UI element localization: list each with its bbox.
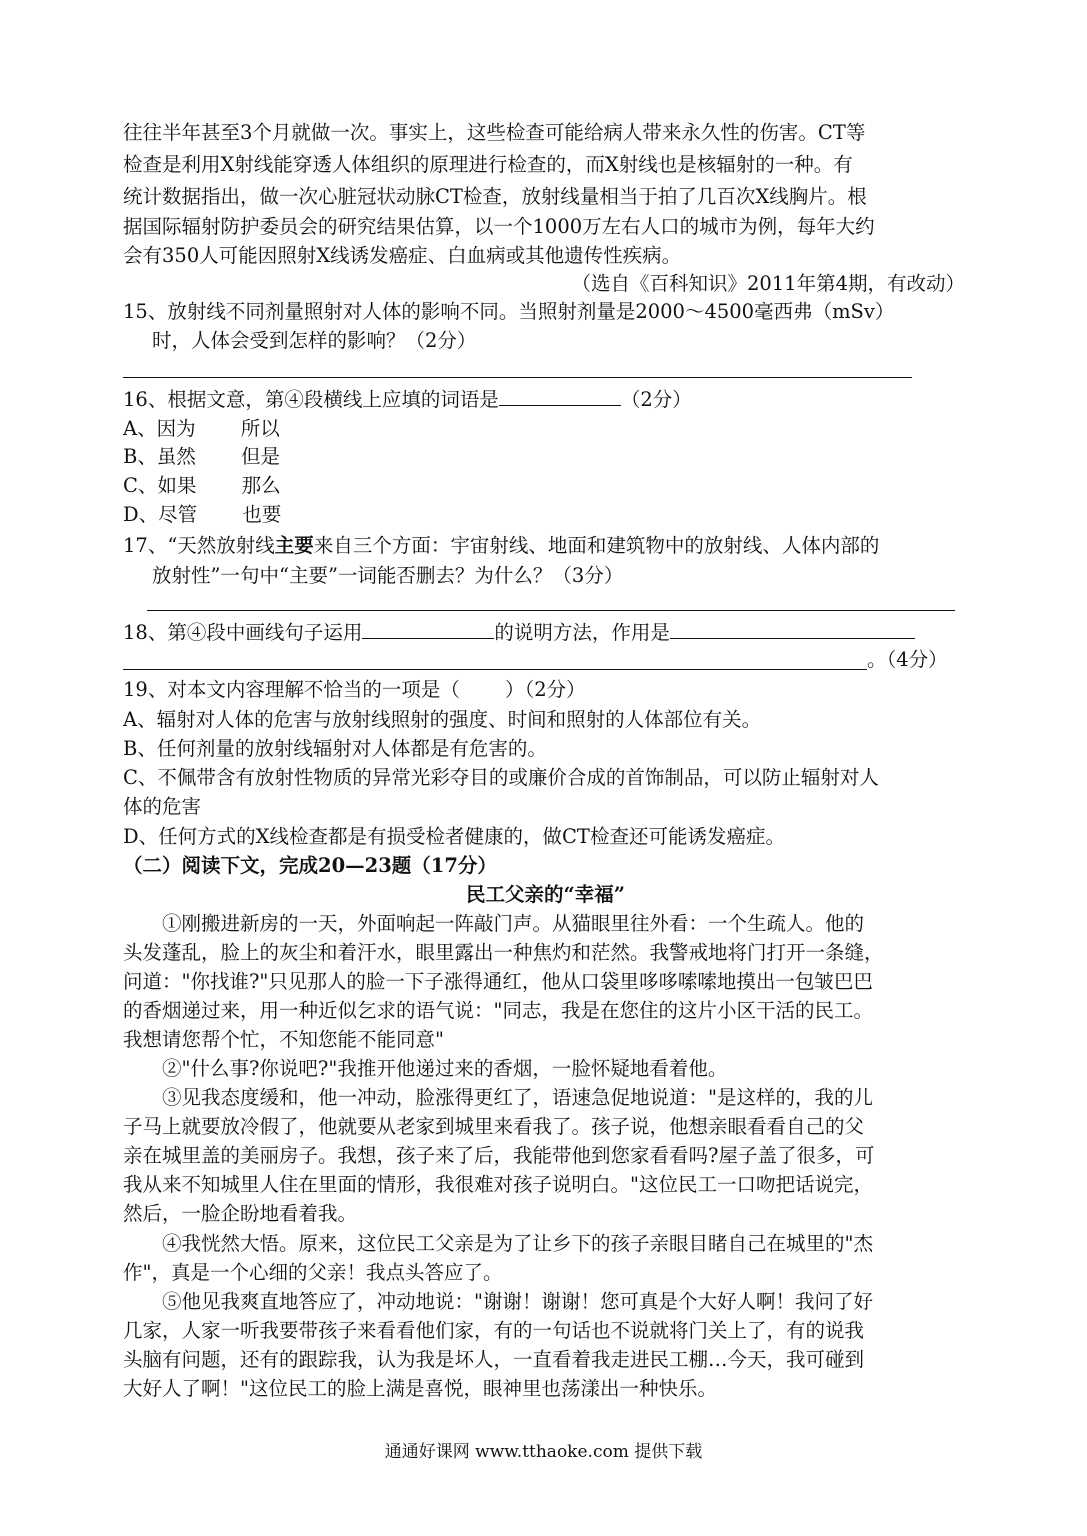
- intro-line: 据国际辐射防护委员会的研究结果估算，以一个1000万左右人口的城市为例，每年大约: [123, 215, 875, 238]
- intro-line: 会有350人可能因照射X线诱发癌症、白血病或其他遗传性疾病。: [123, 244, 682, 267]
- question-16-score: （2分）: [620, 388, 692, 411]
- answer-blank[interactable]: [670, 617, 915, 639]
- answer-line[interactable]: [123, 669, 867, 670]
- option-c: C、不佩带含有放射性物质的异常光彩夺目的或廉价合成的首饰制品，可以防止辐射对人: [123, 766, 879, 789]
- section-heading: （二）阅读下文，完成20—23题（17分）: [123, 854, 497, 877]
- paragraph-line: 几家，人家一听我要带孩子来看看他们家，有的一句话也不说就将门关上了，有的说我: [123, 1319, 865, 1342]
- question-17-pre: 17、“天然放射线: [123, 534, 275, 557]
- emphasis-word: 主要: [274, 534, 314, 557]
- paragraph-line: ①刚搬进新房的一天，外面响起一阵敲门声。从猫眼里往外看：一个生疏人。他的: [162, 912, 865, 935]
- option-d: D、尽管 也要: [123, 503, 282, 526]
- question-16-text: 16、根据文意，第④段横线上应填的词语是: [123, 388, 499, 411]
- paragraph-line: 作"，真是一个心细的父亲！我点头答应了。: [123, 1261, 503, 1284]
- intro-line: 往往半年甚至3个月就做一次。事实上，这些检查可能给病人带来永久性的伤害。CT等: [123, 121, 866, 144]
- source-citation: （选自《百科知识》2011年第4期，有改动）: [571, 272, 965, 295]
- option-b: B、任何剂量的放射线辐射对人体都是有危害的。: [123, 737, 547, 760]
- question-18: [123, 617, 968, 646]
- question-17: [123, 531, 968, 560]
- question-15-cont: 时，人体会受到怎样的影响？（2分）: [152, 329, 477, 352]
- page-footer: 通通好课网 www.tthaoke.com 提供下载: [384, 1442, 703, 1462]
- option-a: A、因为 所以: [123, 417, 280, 440]
- paragraph-line: 头脑有问题，还有的跟踪我，认为我是坏人，一直看着我走进民工棚…今天，我可碰到: [123, 1348, 865, 1371]
- paragraph-line: ④我恍然大悟。原来，这位民工父亲是为了让乡下的孩子亲眼目睹自己在城里的"杰: [162, 1232, 873, 1255]
- answer-blank[interactable]: [499, 384, 621, 406]
- intro-line: 检查是利用X射线能穿透人体组织的原理进行检查的，而X射线也是核辐射的一种。有: [123, 153, 853, 176]
- question-16: [123, 384, 968, 413]
- question-17-cont: 放射性”一句中“主要”一词能否删去？为什么？（3分）: [152, 564, 624, 587]
- paragraph-line: ⑤他见我爽直地答应了，冲动地说："谢谢！谢谢！您可真是个大好人啊！我问了好: [162, 1290, 873, 1313]
- paragraph-line: 我想请您帮个忙，不知您能不能同意": [123, 1028, 444, 1051]
- question-18-text: 18、第④段中画线句子运用: [123, 621, 363, 644]
- paragraph-line: 亲在城里盖的美丽房子。我想，孩子来了后，我能带他到您家看看吗?屋子盖了很多，可: [123, 1144, 875, 1167]
- question-18-score: 。（4分）: [867, 648, 948, 671]
- option-b: B、虽然 但是: [123, 445, 281, 468]
- paragraph-line: 然后，一脸企盼地看着我。: [123, 1202, 358, 1225]
- question-15: 15、放射线不同剂量照射对人体的影响不同。当照射剂量是2000～4500毫西弗（mSv）: [123, 300, 895, 323]
- paragraph-line: 大好人了啊！"这位民工的脸上满是喜悦，眼神里也荡漾出一种快乐。: [123, 1377, 717, 1400]
- paragraph-line: 的香烟递过来，用一种近似乞求的语气说："同志，我是在您住的这片小区干活的民工。: [123, 999, 873, 1022]
- option-a: A、辐射对人体的危害与放射线照射的强度、时间和照射的人体部位有关。: [123, 708, 762, 731]
- article-title: 民工父亲的“幸福”: [466, 883, 625, 906]
- question-19: 19、对本文内容理解不恰当的一项是（ ）（2分）: [123, 678, 586, 701]
- paragraph-line: 我从来不知城里人住在里面的情形，我很难对孩子说明白。"这位民工一口吻把话说完，: [123, 1173, 873, 1196]
- option-c: C、如果 那么: [123, 474, 281, 497]
- paragraph-line: 问道："你找谁?"只见那人的脸一下子涨得通红，他从口袋里哆哆嗦嗦地摸出一包皱巴巴: [123, 970, 873, 993]
- question-18-mid: 的说明方法，作用是: [494, 621, 670, 644]
- paragraph-line: ③见我态度缓和，他一冲动，脸涨得更红了，语速急促地说道："是这样的，我的儿: [162, 1086, 873, 1109]
- option-c-cont: 体的危害: [123, 795, 202, 818]
- question-17-post: 来自三个方面：宇宙射线、地面和建筑物中的放射线、人体内部的: [313, 534, 880, 557]
- answer-line[interactable]: [123, 377, 912, 378]
- paragraph-line: 子马上就要放冷假了，他就要从老家到城里来看我了。孩子说，他想亲眼看看自己的父: [123, 1115, 865, 1138]
- option-d: D、任何方式的X线检查都是有损受检者健康的，做CT检查还可能诱发癌症。: [123, 825, 785, 848]
- paragraph-line: ②"什么事?你说吧?"我推开他递过来的香烟，一脸怀疑地看着他。: [162, 1057, 728, 1080]
- answer-blank[interactable]: [362, 617, 494, 639]
- paragraph-line: 头发蓬乱，脸上的灰尘和着汗水，眼里露出一种焦灼和茫然。我警戒地将门打开一条缝，: [123, 941, 884, 964]
- intro-line: 统计数据指出，做一次心脏冠状动脉CT检查，放射线量相当于拍了几百次X线胸片。根: [123, 185, 867, 208]
- answer-line[interactable]: [147, 610, 955, 611]
